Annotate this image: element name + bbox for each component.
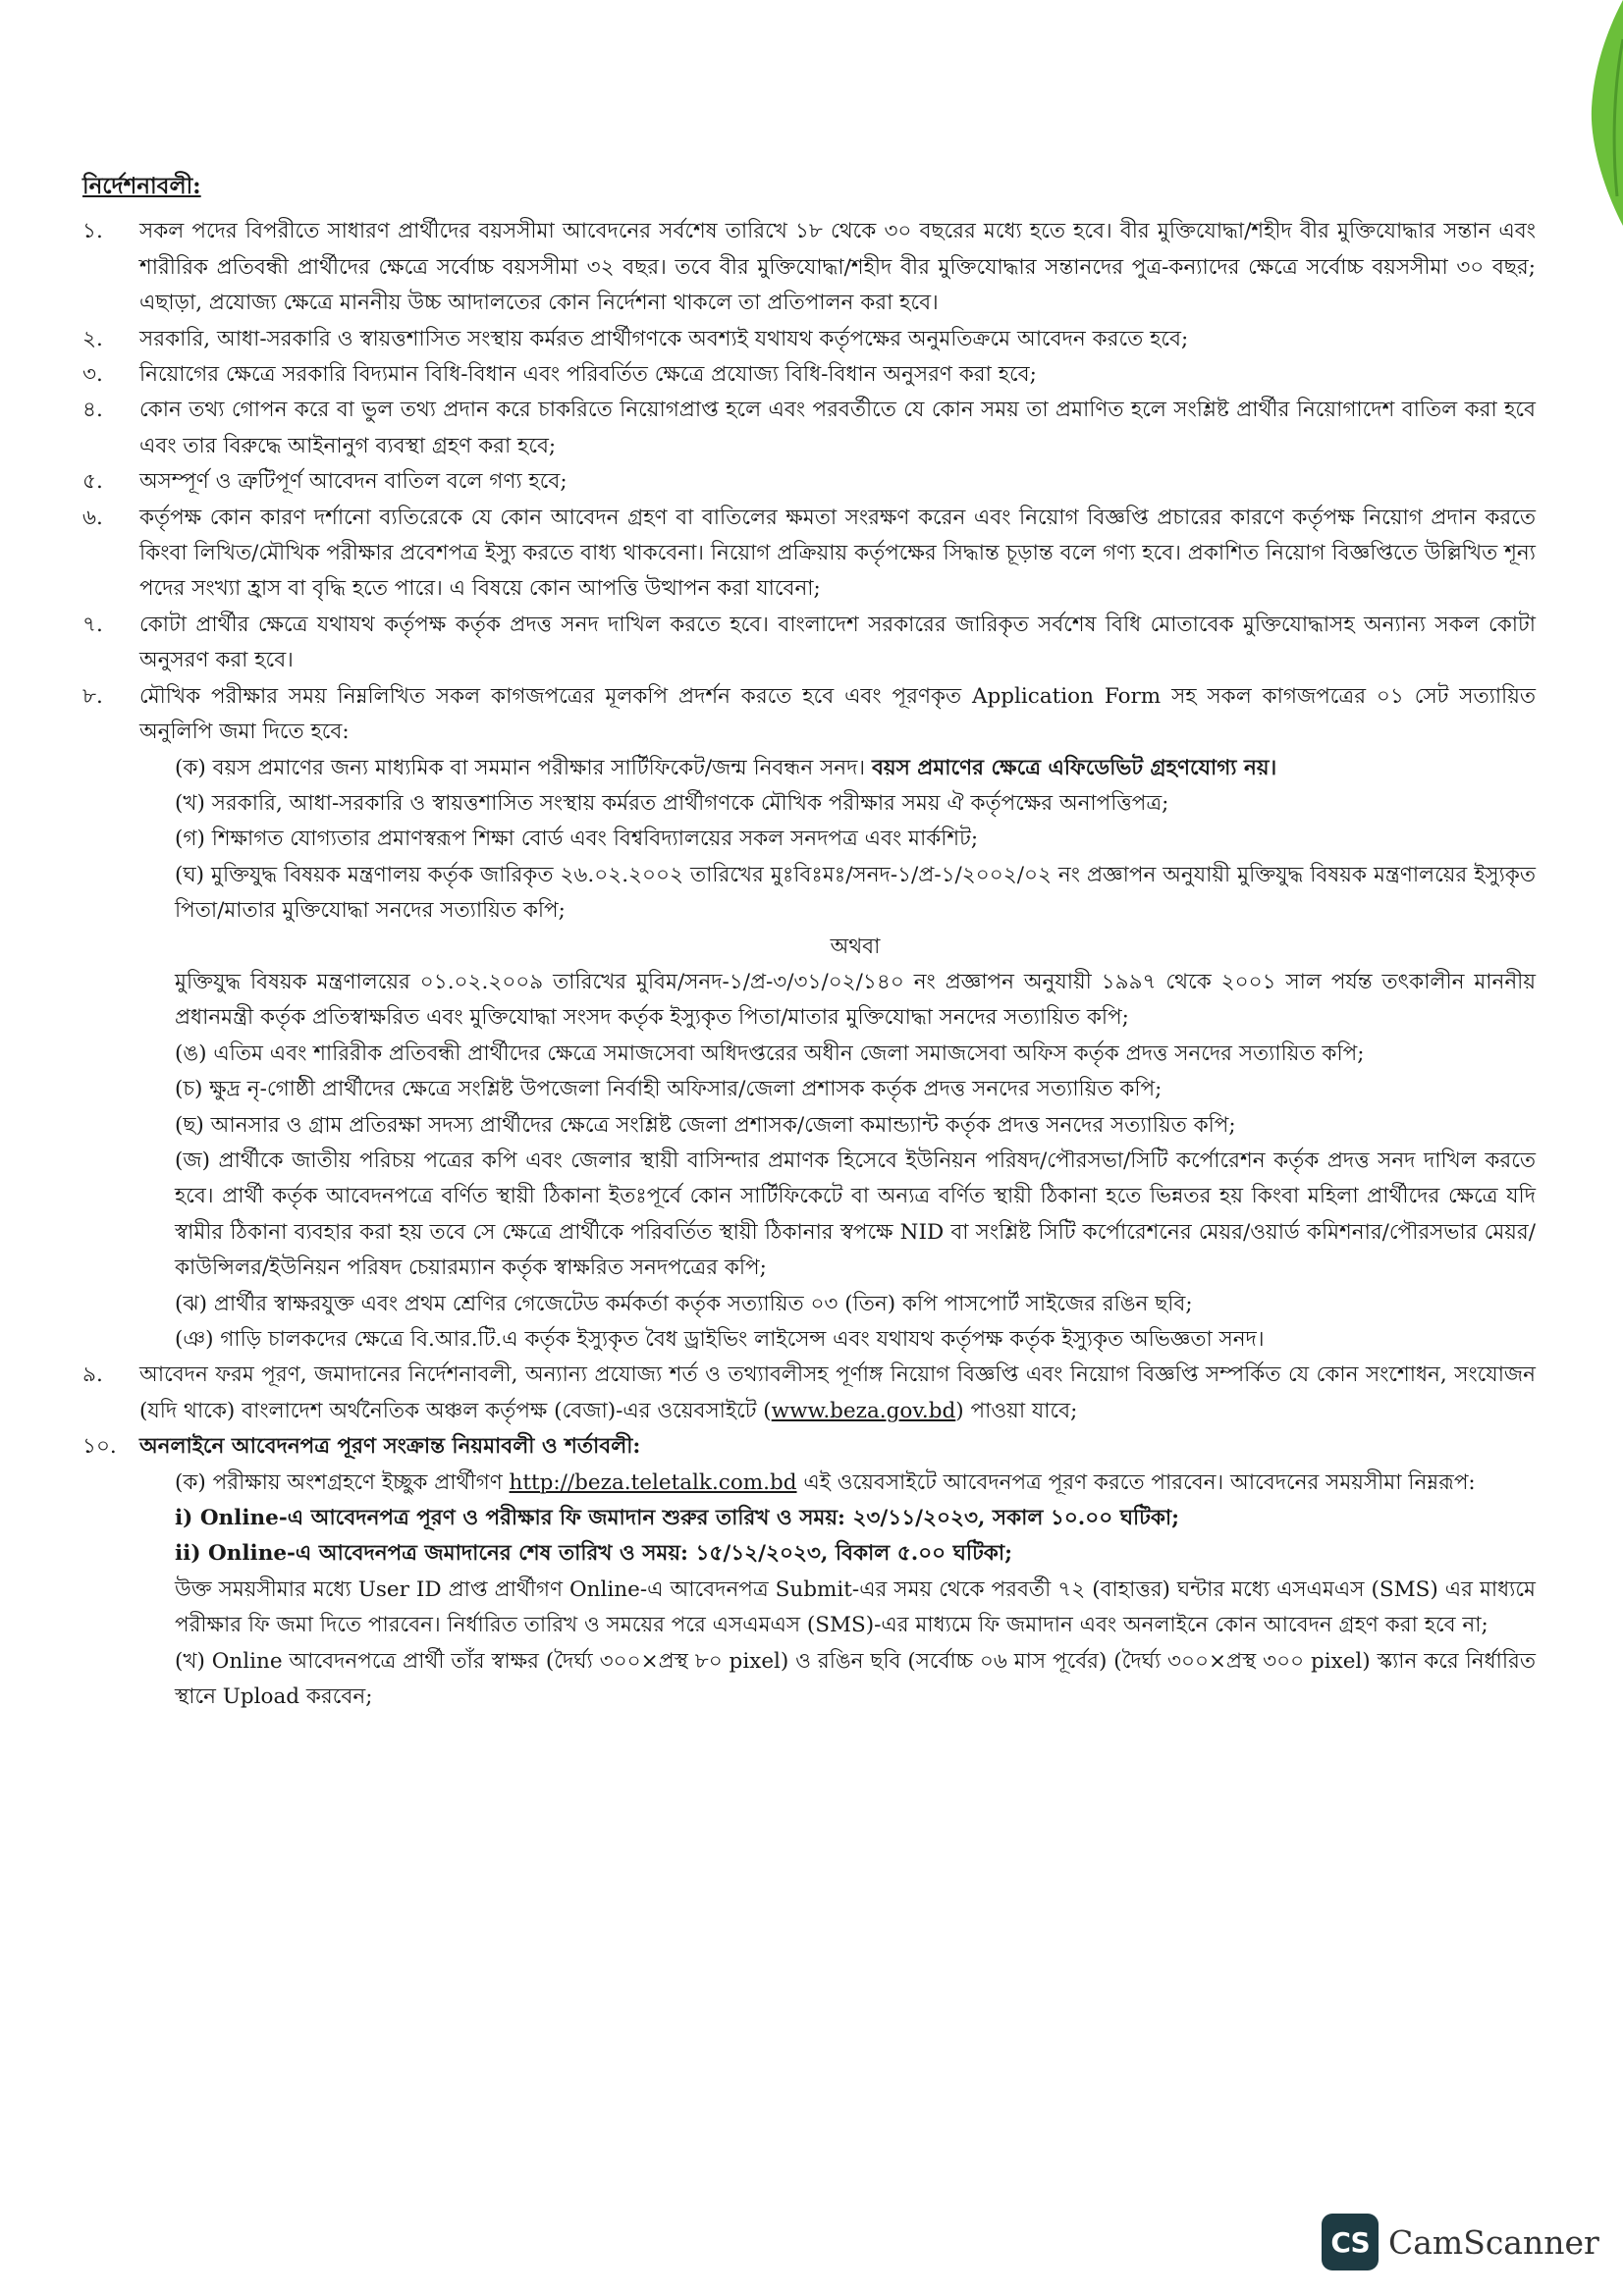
item-number: ৮. — [82, 683, 103, 709]
sub-item-ga: (গ) শিক্ষাগত যোগ্যতার প্রমাণস্বরূপ শিক্ষা বোর্ড এবং বিশ্ববিদ্যালয়ের সকল সনদপত্র এবং মার্কশিট; — [175, 827, 979, 852]
item-number: ৪. — [82, 398, 103, 423]
instruction-item-8 — [82, 679, 1536, 751]
application-start-date: i) Online-এ আবেদনপত্র পূরণ ও পরীক্ষার ফি জমাদান শুরুর তারিখ ও সময়: ২৩/১১/২০২৩, সকাল ১০.০০ ঘটিকা; — [175, 1506, 1180, 1531]
sub-item-text: (ক) বয়স প্রমাণের জন্য মাধ্যমিক বা সমমান পরীক্ষার সার্টিফিকেট/জন্ম নিবন্ধন সনদ। — [175, 755, 872, 780]
item-number: ১. — [82, 219, 103, 244]
instruction-item-6 — [82, 501, 1536, 608]
instruction-item-2 — [82, 322, 1536, 357]
instruction-item-3 — [82, 357, 1536, 393]
item-text: সরকারি, আধা-সরকারি ও স্বায়ত্তশাসিত সংস্থায় কর্মরত প্রার্থীগণকে অবশ্যই যথাযথ কর্তৃপক্ষের অনুমতিক্রমে আবেদন করতে হবে; — [139, 326, 1189, 351]
item-number: ২. — [82, 326, 103, 351]
item-text: মৌখিক পরীক্ষার সময় নিম্নলিখিত সকল কাগজপত্রের মূলকপি প্রদর্শন করতে হবে এবং পূরণকৃত Application Form সহ সকল কাগজপত্রের ০১ সেট সত্যায়িত অনুলিপি জমা দিতে হবে: — [139, 683, 1536, 745]
instruction-item-5 — [82, 464, 1536, 500]
item-text: নিয়োগের ক্ষেত্রে সরকারি বিদ্যমান বিধি-বিধান এবং পরিবর্তিত ক্ষেত্রে প্রযোজ্য বিধি-বিধান অনুসরণ করা হবে; — [139, 362, 1037, 388]
instruction-item-1 — [82, 214, 1536, 321]
instructions-heading: নির্দেশনাবলী: — [82, 173, 201, 199]
beza-website-link[interactable]: www.beza.gov.bd — [771, 1398, 956, 1423]
sub-item-jha: (ঝ) প্রার্থীর স্বাক্ষরযুক্ত এবং প্রথম শ্রেণির গেজেটেড কর্মকর্তা কর্তৃক সত্যায়িত ০৩ (তিন) কপি পাসপোর্ট সাইজের রঙিন ছবি; — [175, 1291, 1193, 1316]
item-number: ৯. — [82, 1362, 103, 1388]
item-text: কোন তথ্য গোপন করে বা ভুল তথ্য প্রদান করে চাকরিতে নিয়োগপ্রাপ্ত হলে এবং পরবর্তীতে যে কোন সময় তা প্রমাণিত হলে সংশ্লিষ্ট প্রার্থীর নিয়োগাদেশ বাতিল করা হবে এবং তার বিরুদ্ধে আইনানুগ ব্যবস্থা গ্রহণ করা হবে; — [139, 398, 1536, 458]
sub-item-text-before-link: (ক) পরীক্ষায় অংশগ্রহণে ইচ্ছুক প্রার্থীগণ — [175, 1469, 510, 1495]
item-number: ৩. — [82, 362, 103, 388]
online-sub-item-ka — [175, 1466, 1536, 1501]
sub-item-cha: (ছ) আনসার ও গ্রাম প্রতিরক্ষা সদস্য প্রার্থীদের ক্ষেত্রে সংশ্লিষ্ট জেলা প্রশাসক/জেলা কমান্ড্যান্ট কর্তৃক প্রদত্ত সনদের সত্যায়িত কপি; — [175, 1112, 1236, 1138]
sub-item-nya: (ঞ) গাড়ি চালকদের ক্ষেত্রে বি.আর.টি.এ কর্তৃক ইস্যুকৃত বৈধ ড্রাইভিং লাইসেন্স এবং যথাযথ কর্তৃপক্ষ কর্তৃক ইস্যুকৃত অভিজ্ঞতা সনদ। — [175, 1327, 1265, 1352]
online-application-rules-title: অনলাইনে আবেদনপত্র পূরণ সংক্রান্ত নিয়মাবলী ও শর্তাবলী: — [139, 1434, 641, 1460]
sub-item-text-after-link: এই ওয়েবসাইটে আবেদনপত্র পূরণ করতে পারবেন। আবেদনের সময়সীমা নিম্নরূপ: — [796, 1469, 1476, 1495]
instruction-item-9 — [82, 1358, 1536, 1429]
item-number: ৭. — [82, 612, 103, 637]
item-text-before-link: আবেদন ফরম পূরণ, জমাদানের নির্দেশনাবলী, অন্যান্য প্রযোজ্য শর্ত ও তথ্যাবলীসহ পূর্ণাঙ্গ নিয়োগ বিজ্ঞপ্তি এবং নিয়োগ বিজ্ঞপ্তি সম্পর্কিত যে কোন সংশোধন, সংযোজন (যদি থাকে) বাংলাদেশ অর্থনৈতিক অঞ্চল কর্তৃপক্ষ (বেজা)-এর ওয়েবসাইটে ( — [139, 1362, 1536, 1423]
sub-item-ja: (জ) প্রার্থীকে জাতীয় পরিচয় পত্রের কপি এবং জেলার স্থায়ী বাসিন্দার প্রমাণক হিসেবে ইউনিয়ন পরিষদ/পৌরসভা/সিটি কর্পোরেশন কর্তৃক প্রদত্ত সনদ দাখিল করতে হবে। প্রার্থী কর্তৃক আবেদনপত্রে বর্ণিত স্থায়ী ঠিকানা ইতঃপূর্বে কোন সার্টিফিকেটে বা অন্যত্র বর্ণিত স্থায়ী ঠিকানা হতে ভিন্নতর হয় কিংবা মহিলা প্রার্থীদের ক্ষেত্রে যদি স্বামীর ঠিকানা ব্যবহার করা হয় তবে সে ক্ষেত্রে প্রার্থীকে পরিবর্তিত স্থায়ী ঠিকানার স্বপক্ষে NID বা সংশ্লিষ্ট সিটি কর্পোরেশনের মেয়র/ওয়ার্ড কমিশনার/পৌরসভার মেয়র/কাউন্সিলর/ইউনিয়ন পরিষদ চেয়ারম্যান কর্তৃক স্বাক্ষরিত সনদপত্রের কপি; — [175, 1148, 1536, 1281]
item-number: ১০. — [82, 1434, 117, 1460]
item-text — [139, 1358, 1536, 1429]
instructions-document — [82, 169, 1536, 1715]
sub-item-ca: (চ) ক্ষুদ্র নৃ-গোষ্ঠী প্রার্থীদের ক্ষেত্রে সংশ্লিষ্ট উপজেলা নির্বাহী অফিসার/জেলা প্রশাসক কর্তৃক প্রদত্ত সনদের সত্যায়িত কপি; — [175, 1077, 1163, 1102]
instruction-item-10 — [82, 1429, 1536, 1465]
item-text: সকল পদের বিপরীতে সাধারণ প্রার্থীদের বয়সসীমা আবেদনের সর্বশেষ তারিখে ১৮ থেকে ৩০ বছরের মধ্যে হতে হবে। বীর মুক্তিযোদ্ধা/শহীদ বীর মুক্তিযোদ্ধার সন্তান এবং শারীরিক প্রতিবন্ধী প্রার্থীদের ক্ষেত্রে সর্বোচ্চ বয়সসীমা ৩২ বছর। তবে বীর মুক্তিযোদ্ধা/শহীদ বীর মুক্তিযোদ্ধার সন্তানদের পুত্র-কন্যাদের ক্ষেত্রে সর্বোচ্চ বয়সসীমা ৩০ বছর; এছাড়া, প্রযোজ্য ক্ষেত্রে মাননীয় উচ্চ আদালতের কোন নির্দেশনা থাকলে তা প্রতিপালন করা হবে। — [139, 219, 1536, 316]
sub-item-uma: (ঙ) এতিম এবং শারিরীক প্রতিবন্ধী প্রার্থীদের ক্ষেত্রে সমাজসেবা অধিদপ্তরের অধীন জেলা সমাজসেবা অফিস কর্তৃক প্রদত্ত সনদের সত্যায়িত কপি; — [175, 1041, 1365, 1066]
document-requirements-list-continued — [175, 965, 1536, 1358]
sub-item-ka — [175, 751, 1536, 786]
item-text: কর্তৃপক্ষ কোন কারণ দর্শানো ব্যতিরেকে যে কোন আবেদন গ্রহণ বা বাতিলের ক্ষমতা সংরক্ষণ করেন এবং নিয়োগ বিজ্ঞপ্তি প্রচারের কারণে কর্তৃপক্ষ নিয়োগ প্রদান করতে কিংবা লিখিত/মৌখিক পরীক্ষার প্রবেশপত্র ইস্যু করতে বাধ্য থাকবেনা। নিয়োগ প্রক্রিয়ায় কর্তৃপক্ষের সিদ্ধান্ত চূড়ান্ত বলে গণ্য হবে। প্রকাশিত নিয়োগ বিজ্ঞপ্তিতে উল্লিখিত শূন্য পদের সংখ্যা হ্রাস বা বৃদ্ধি হতে পারে। এ বিষয়ে কোন আপত্তি উত্থাপন করা যাবেনা; — [139, 505, 1536, 602]
instruction-item-4 — [82, 393, 1536, 464]
sub-item-kha: (খ) সরকারি, আধা-সরকারি ও স্বায়ত্তশাসিত সংস্থায় কর্মরত প্রার্থীগণকে মৌখিক পরীক্ষার সময় ঐ কর্তৃপক্ষের অনাপত্তিপত্র; — [175, 790, 1169, 816]
camscanner-label: CamScanner — [1388, 2222, 1599, 2262]
item-text: অসম্পূর্ণ ও ত্রুটিপূর্ণ আবেদন বাতিল বলে গণ্য হবে; — [139, 469, 568, 495]
affidavit-note: বয়স প্রমাণের ক্ষেত্রে এফিডেভিট গ্রহণযোগ্য নয়। — [871, 755, 1277, 780]
item-number: ৫. — [82, 469, 103, 495]
application-end-date: ii) Online-এ আবেদনপত্র জমাদানের শেষ তারিখ ও সময়: ১৫/১২/২০২৩, বিকাল ৫.০০ ঘটিকা; — [175, 1541, 1013, 1567]
item-text-after-link: ) পাওয়া যাবে; — [955, 1398, 1078, 1423]
or-separator: অথবা — [830, 934, 881, 959]
item-text: কোটা প্রার্থীর ক্ষেত্রে যথাযথ কর্তৃপক্ষ কর্তৃক প্রদত্ত সনদ দাখিল করতে হবে। বাংলাদেশ সরকারের জারিকৃত সর্বশেষ বিধি মোতাবেক মুক্তিযোদ্ধাসহ অন্যান্য সকল কোটা অনুসরণ করা হবে। — [139, 612, 1536, 673]
camscanner-watermark — [1322, 2213, 1599, 2271]
instruction-item-7 — [82, 608, 1536, 679]
sms-fee-instructions: উক্ত সময়সীমার মধ্যে User ID প্রাপ্ত প্রার্থীগণ Online-এ আবেদনপত্র Submit-এর সময় থেকে পরবর্তী ৭২ (বাহাত্তর) ঘন্টার মধ্যে এসএমএস (SMS) এর মাধ্যমে পরীক্ষার ফি জমা দিতে পারবেন। নির্ধারিত তারিখ ও সময়ের পরে এসএমএস (SMS)-এর মাধ্যমে ফি জমাদান এবং অনলাইনে কোন আবেদন গ্রহণ করা হবে না; — [175, 1576, 1536, 1638]
camscanner-logo-icon: CS — [1322, 2214, 1379, 2270]
document-requirements-list — [175, 751, 1536, 930]
online-application-rules — [175, 1466, 1536, 1716]
sub-item-gha: (ঘ) মুক্তিযুদ্ধ বিষয়ক মন্ত্রণালয় কর্তৃক জারিকৃত ২৬.০২.২০০২ তারিখের মুঃবিঃমঃ/সনদ-১/প্র-১/২০০২/০২ নং প্রজ্ঞাপন অনুযায়ী মুক্তিযুদ্ধ বিষয়ক মন্ত্রণালয়ের ইস্যুকৃত পিতা/মাতার মুক্তিযোদ্ধা সনদের সত্যায়িত কপি; — [175, 862, 1536, 924]
online-sub-item-kha: (খ) Online আবেদনপত্রে প্রার্থী তাঁর স্বাক্ষর (দৈর্ঘ্য ৩০০×প্রস্থ ৮০ pixel) ও রঙিন ছবি (সর্বোচ্চ ০৬ মাস পূর্বের) (দৈর্ঘ্য ৩০০×প্রস্থ ৩০০ pixel) স্ক্যান করে নির্ধারিত স্থানে Upload করবেন; — [175, 1648, 1536, 1710]
teletalk-website-link[interactable]: http://beza.teletalk.com.bd — [509, 1469, 797, 1495]
green-leaf-decoration — [1568, 0, 1623, 226]
sub-item-gha-alternative: মুক্তিযুদ্ধ বিষয়ক মন্ত্রণালয়ের ০১.০২.২০০৯ তারিখের মুবিম/সনদ-১/প্র-৩/৩১/০২/১৪০ নং প্রজ্ঞাপন অনুযায়ী ১৯৯৭ থেকে ২০০১ সাল পর্যন্ত তৎকালীন মাননীয় প্রধানমন্ত্রী কর্তৃক প্রতিস্বাক্ষরিত এবং মুক্তিযোদ্ধা সংসদ কর্তৃক ইস্যুকৃত পিতা/মাতার মুক্তিযোদ্ধা সনদের সত্যায়িত কপি; — [175, 969, 1536, 1031]
item-number: ৬. — [82, 505, 103, 530]
